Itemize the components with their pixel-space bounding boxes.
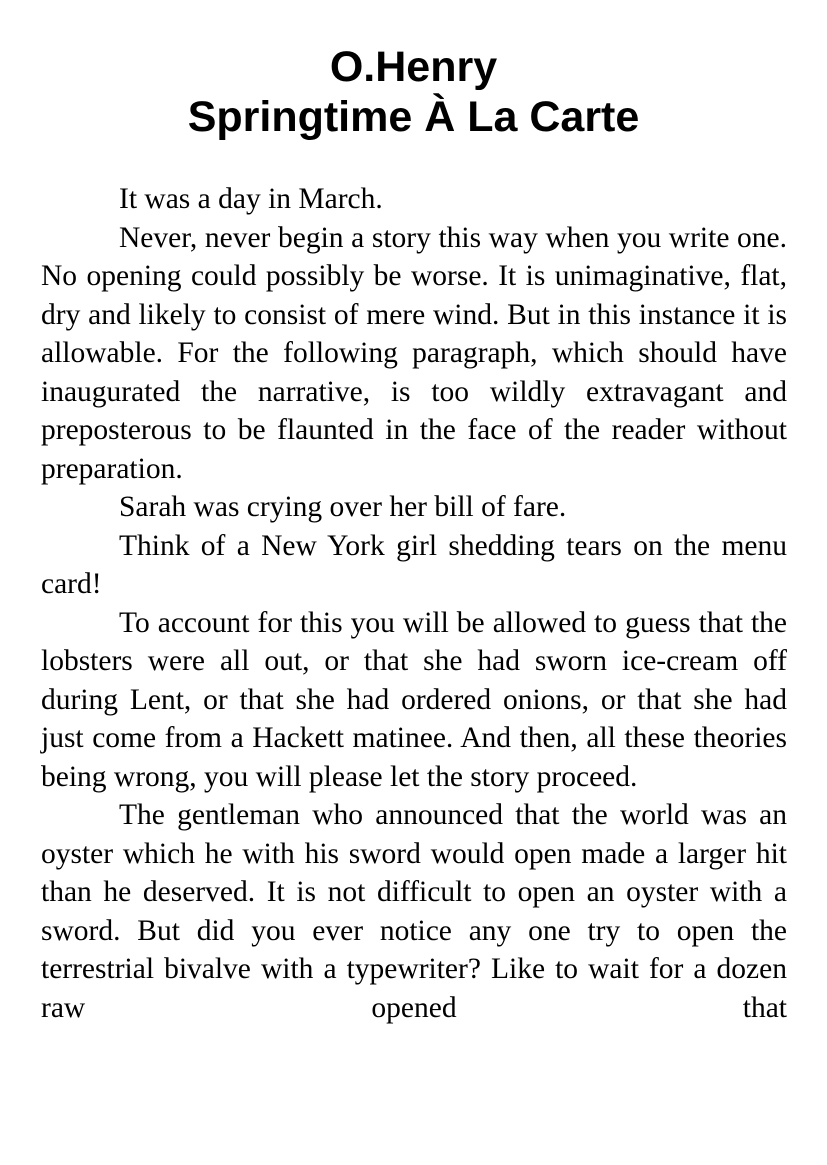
story-title: Springtime À La Carte bbox=[187, 93, 640, 141]
paragraph: Never, never begin a story this way when you write one. No opening could possibly be worse. It is unimaginative, flat, dry and likely to consist of mere wind. But in this instance it is allowable. For the following paragraph, which should have inaugurated the narrative, is too wildly extravagant and preposterous to be flaunted in the face of the reader without preparation. bbox=[41, 221, 787, 485]
paragraph: Sarah was crying over her bill of fare. bbox=[119, 491, 567, 523]
paragraph: Think of a New York girl shedding tears on the menu card! bbox=[41, 529, 787, 600]
paragraph: To account for this you will be allowed to guess that the lobsters were all out, or that she had sworn ice-cream off during Lent, or that she had ordered onions, or that she had just come from a Hackett matinee. And then, all these theories being wrong, you will please let the story proceed. bbox=[41, 606, 787, 793]
story-body bbox=[41, 180, 787, 1027]
author-name: O.Henry bbox=[329, 43, 498, 91]
page-header bbox=[0, 42, 827, 142]
paragraph: The gentleman who announced that the world was an oyster which he with his sword would open made a larger hit than he deserved. It is not difficult to open an oyster with a sword. But did you ever notice any one try to open the terrestrial bivalve with a typewriter? Like to wait for a dozen raw opened that bbox=[41, 799, 787, 1024]
paragraph: It was a day in March. bbox=[119, 183, 383, 215]
